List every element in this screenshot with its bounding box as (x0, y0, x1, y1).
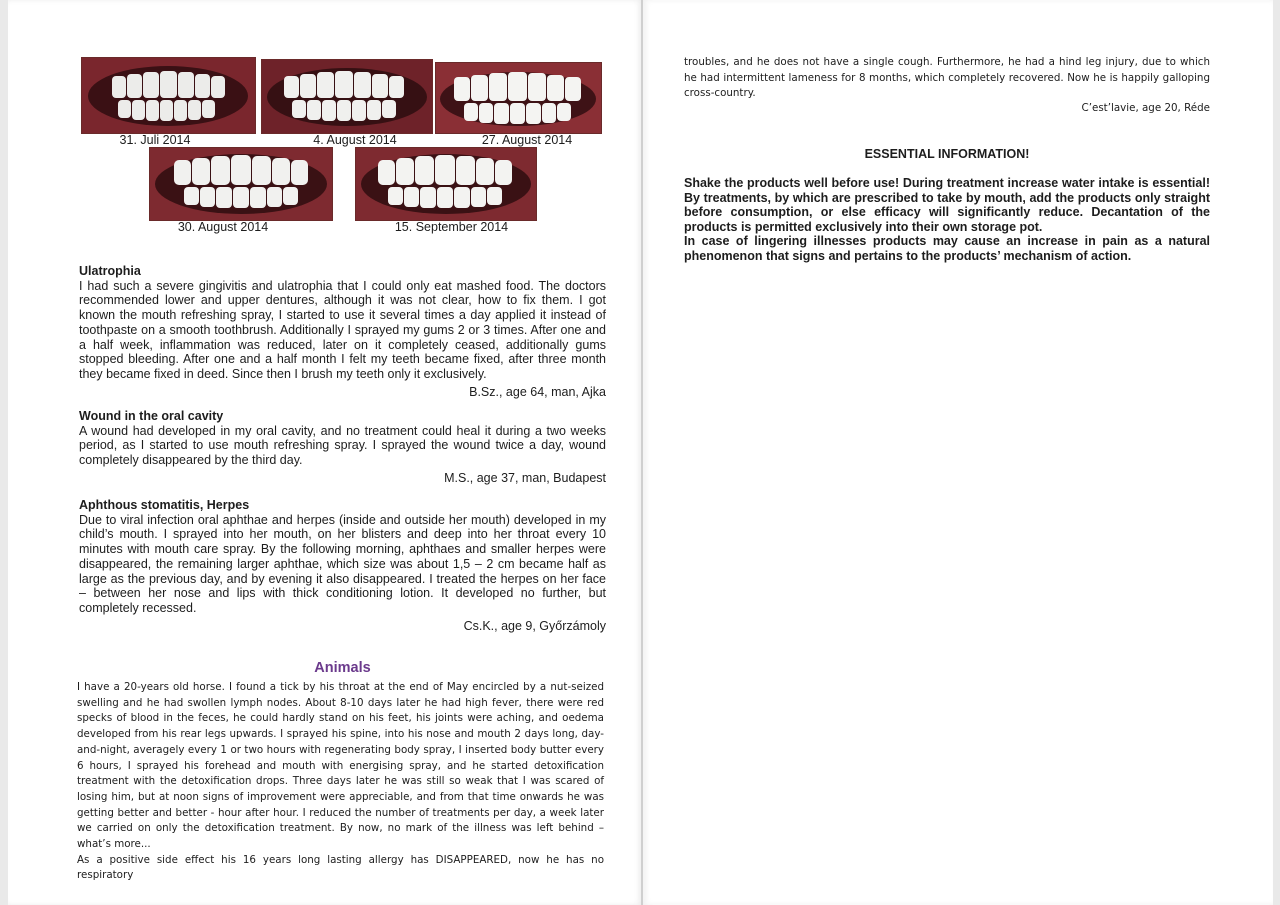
essential-information-heading: ESSENTIAL INFORMATION! (864, 147, 1030, 161)
testimonial-signature: B.Sz., age 64, man, Ajka (469, 384, 606, 399)
essential-information-text (684, 176, 1210, 264)
teeth-photo-2 (261, 59, 433, 134)
teeth-photo-1 (81, 57, 256, 134)
testimonial-body: Due to viral infection oral aphthae and herpes (inside and outside her mouth) developed in my child’s mouth. I sprayed into her mouth, on her blisters and deep into her throat every 10 minutes with mouth care spray. By the following morning, aphthaes and smaller herpes were disappeared, the remaining larger aphthae, which size was about 1,5 – 2 cm became half as large as the previous day, and by evening it also disappeared. I treated the herpes on her face – between her nose and lips with thick conditioning lotion. It developed no further, but completely recessed. (79, 512, 606, 615)
animals-paragraph: I have a 20-years old horse. I found a tick by his throat at the end of May encircled by a nut-seized swelling and he had swollen lymph nodes. About 8-10 days later he had high fever, there were red specks of blood in the feces, he could hardly stand on his feet, his joints were aching, and oedema developed from his rear legs upwards. I sprayed his spine, into his nose and mouth 2 days long, day-and-night, averagely every 1 or two hours with regenerating body spray, I inserted body butter every 6 hours, I sprayed his forehead and mouth with energising spray, and he started detoxification treatment with the detoxification drops. Three days later he was still so weak that I was scared of losing him, but at noon signs of improvement were appreciable, and from that time onwards he was getting better and better - hour after hour. I reduced the number of treatments per day, a week later we carried on only the detoxification treatment. By now, no mark of the illness was left behind – what’s more... (77, 681, 604, 851)
testimonial-body: I had such a severe gingivitis and ulatrophia that I could only eat mashed food. The doctors recommended lower and upper dentures, although it was not clear, how to fix them. I got known the mouth refreshing spray, I started to use it several times a day applied it instead of toothpaste on a smooth toothbrush. Additionally I sprayed my gums 2 or 3 times. After one and a half week, inflammation was reduced, later on it completely ceased, additionally gums stopped bleeding. After one and a half month I felt my teeth became fixed, after three month they became fixed in deed. Since then I brush my teeth only it exclusively. (79, 278, 606, 381)
left-page (8, 0, 642, 905)
animals-text (77, 680, 604, 884)
right-page (643, 0, 1273, 905)
animals-heading: Animals (314, 660, 371, 676)
teeth-photo-3 (435, 62, 602, 134)
photo-caption-2: 4. August 2014 (313, 133, 397, 147)
photo-caption-3: 27. August 2014 (481, 133, 573, 147)
testimonial-ulatrophia (79, 264, 606, 399)
testimonial-body: A wound had developed in my oral cavity, and no treatment could heal it during a two weeks period, as I started to use mouth refreshing spray. I sprayed the wound twice a day, wound completely disappeared by the third day. (79, 423, 606, 468)
photo-caption-1: 31. Juli 2014 (119, 133, 191, 147)
testimonial-title: Ulatrophia (79, 264, 141, 278)
animals-paragraph: As a positive side effect his 16 years long lasting allergy has DISAPPEARED, now he has no respiratory (77, 853, 604, 882)
teeth-photo-5 (355, 147, 537, 221)
essential-paragraph: In case of lingering illnesses products may cause an increase in pain as a natural phenomenon that signs and pertains to the products’ mechanism of action. (684, 234, 1210, 263)
testimonial-signature: Cs.K., age 9, Győrzámoly (463, 618, 606, 633)
photo-caption-5: 15. September 2014 (394, 220, 509, 234)
testimonial-title: Wound in the oral cavity (79, 409, 224, 423)
testimonial-title: Aphthous stomatitis, Herpes (79, 498, 250, 512)
photo-caption-4: 30. August 2014 (177, 220, 269, 234)
teeth-photo-4 (149, 147, 333, 221)
animals-continuation: troubles, and he does not have a single cough. Furthermore, he had a hind leg injury, due to which he had intermittent lameness for 8 months, which completely recovered. Now he is happily galloping cross-country. (684, 56, 1210, 100)
animals-signature: C’est’lavie, age 20, Réde (1081, 102, 1210, 114)
testimonial-oral-wound (79, 409, 606, 486)
essential-paragraph: Shake the products well before use! During treatment increase water intake is essential! By treatments, by which are prescribed to take by mouth, add the products only straight before consumption, or else efficacy will significantly reduce. Decantation of the products is permitted exclusively into their own storage pot. (684, 176, 1210, 234)
testimonial-aphthous-herpes (79, 498, 606, 633)
testimonial-signature: M.S., age 37, man, Budapest (444, 470, 606, 485)
